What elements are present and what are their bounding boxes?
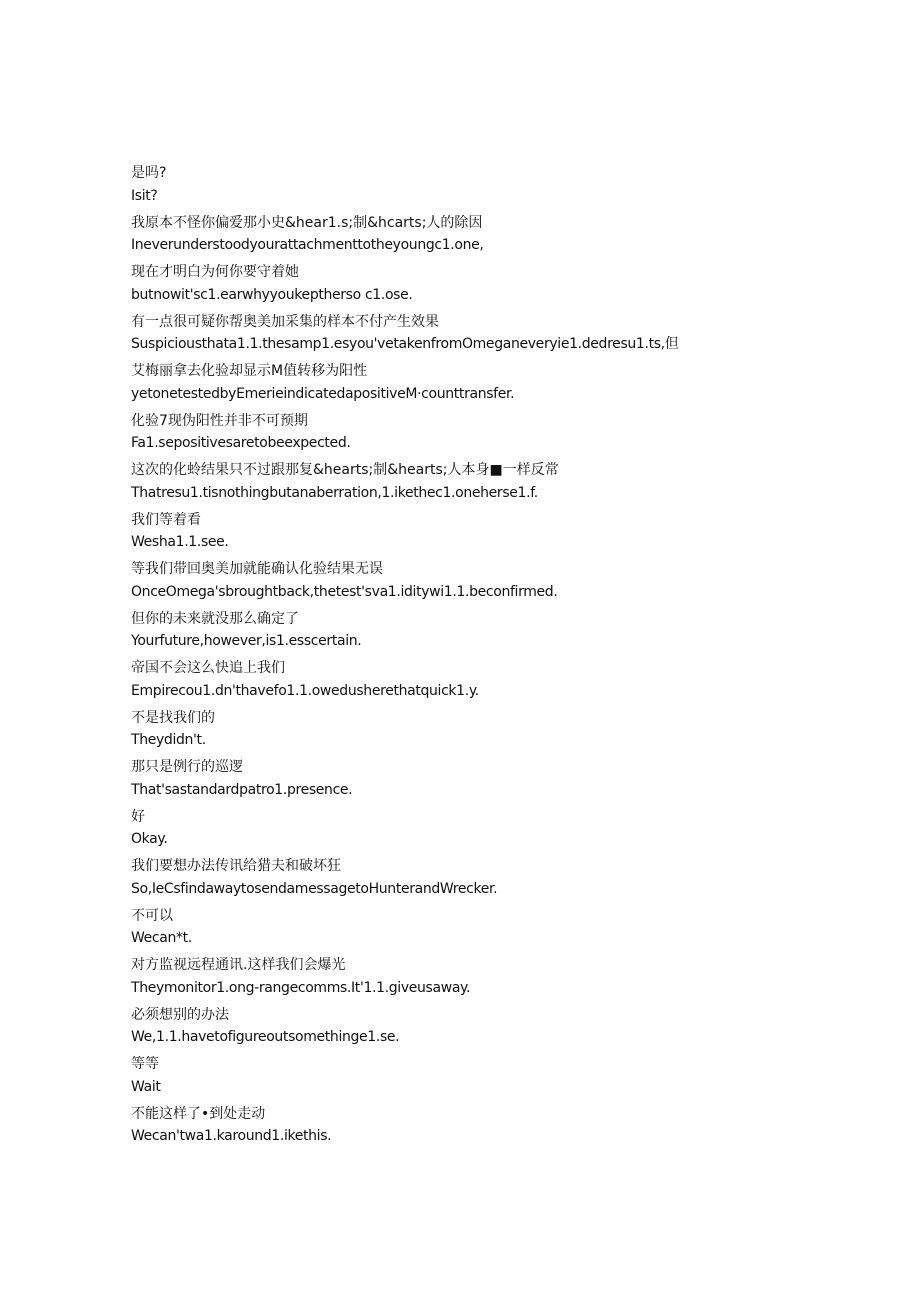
english-subtitle-line: butnowit'sc1.earwhyyoukeptherso c1.ose. (131, 286, 413, 303)
subtitle-line-pair (131, 311, 891, 356)
chinese-subtitle-line: 我们等着看 (131, 511, 201, 528)
subtitle-line-pair (131, 707, 891, 752)
english-subtitle-line: Ineverunderstoodyourattachmenttotheyoungc1.one, (131, 237, 484, 253)
chinese-subtitle-line: 不可以 (131, 907, 173, 924)
subtitle-line-pair (131, 360, 891, 405)
chinese-subtitle-line: 是吗? (131, 165, 167, 181)
chinese-subtitle-line: 不能这样了•到处走动 (131, 1105, 266, 1122)
english-subtitle-line: Wait (131, 1078, 161, 1095)
subtitle-line-pair (131, 212, 891, 257)
english-subtitle-line: Fa1.sepositivesaretobeexpected. (131, 435, 351, 451)
subtitle-line-pair (131, 162, 891, 207)
english-subtitle-line: Wecan*t. (131, 930, 192, 946)
english-subtitle-line: Okay. (131, 831, 168, 847)
english-subtitle-line: Wecan'twa1.karound1.ikethis. (131, 1128, 332, 1144)
english-subtitle-line: Yourfuture,however,is1.esscertain. (131, 633, 362, 649)
subtitle-line-pair (131, 608, 891, 653)
subtitle-line-pair (131, 954, 891, 999)
chinese-subtitle-line: 有一点很可疑你帮奥美加采集的样本不付产生效果 (131, 313, 439, 330)
english-subtitle-line: Isit? (131, 187, 158, 204)
chinese-subtitle-line: 我们要想办法传讯给猎夫和破坏狂 (131, 858, 341, 874)
subtitle-line-pair (131, 1053, 891, 1098)
chinese-subtitle-line: 我原本不怪你偏爱那小史&hear1.s;制&hcarts;人的除因 (131, 214, 483, 231)
english-subtitle-line: Theymonitor1.ong-rangecomms.It'1.1.giveusaway. (131, 979, 471, 996)
subtitle-line-pair (131, 1004, 891, 1049)
chinese-subtitle-line: 等我们带回奥美加就能确认化验结果无误 (131, 561, 383, 577)
subtitle-line-pair (131, 459, 891, 504)
subtitle-line-pair (131, 1103, 891, 1148)
chinese-subtitle-line: 这次的化蛉结果只不过跟那复&hearts;制&hearts;人本身■一样反常 (131, 462, 559, 478)
chinese-subtitle-line: 但你的未来就没那么确定了 (131, 610, 299, 627)
chinese-subtitle-line: 必须想别的办法 (131, 1006, 229, 1023)
chinese-subtitle-line: 化验7现伪阳性并非不可预期 (131, 412, 308, 429)
subtitle-line-pair (131, 410, 891, 455)
subtitle-line-pair (131, 806, 891, 851)
english-subtitle-line: We,1.1.havetofigureoutsomethinge1.se. (131, 1029, 400, 1045)
english-subtitle-line: OnceOmega'sbroughtback,thetest'sva1.iditywi1.1.beconfirmed. (131, 583, 558, 600)
chinese-subtitle-line: 艾梅丽拿去化验却显示M值转移为阳性 (131, 363, 368, 379)
subtitle-line-pair (131, 905, 891, 950)
english-subtitle-line: Suspiciousthata1.1.thesamp1.esyou'vetakenfromOmeganeveryie1.dedresu1.ts,但 (131, 336, 679, 352)
subtitle-line-pair (131, 855, 891, 900)
english-subtitle-line: yetonetestedbyEmerieindicatedapositiveM·counttransfer. (131, 385, 515, 402)
subtitle-line-pair (131, 509, 891, 554)
subtitle-line-pair (131, 756, 891, 801)
english-subtitle-line: Theydidn't. (131, 732, 206, 748)
chinese-subtitle-line: 帝国不会这么快追上我们 (131, 660, 285, 676)
chinese-subtitle-line: 那只是例行的巡逻 (131, 759, 243, 775)
chinese-subtitle-line: 不是找我们的 (131, 709, 215, 726)
subtitle-transcript (131, 162, 891, 1152)
chinese-subtitle-line: 等等 (131, 1056, 159, 1072)
subtitle-line-pair (131, 657, 891, 702)
chinese-subtitle-line: 对方监视远程通讯.这样我们会爆光 (131, 957, 346, 973)
english-subtitle-line: So,IeCsfindawaytosendamessagetoHunterandWrecker. (131, 880, 498, 897)
english-subtitle-line: Empirecou1.dn'thavefo1.1.owedusherethatquick1.y. (131, 682, 479, 699)
chinese-subtitle-line: 好 (131, 808, 145, 825)
subtitle-line-pair (131, 261, 891, 306)
english-subtitle-line: Thatresu1.tisnothingbutanaberration,1.ikethec1.oneherse1.f. (131, 484, 538, 501)
chinese-subtitle-line: 现在才明白为何你要守着她 (131, 264, 299, 280)
english-subtitle-line: Wesha1.1.see. (131, 534, 229, 550)
subtitle-line-pair (131, 558, 891, 603)
english-subtitle-line: That'sastandardpatro1.presence. (131, 781, 353, 798)
